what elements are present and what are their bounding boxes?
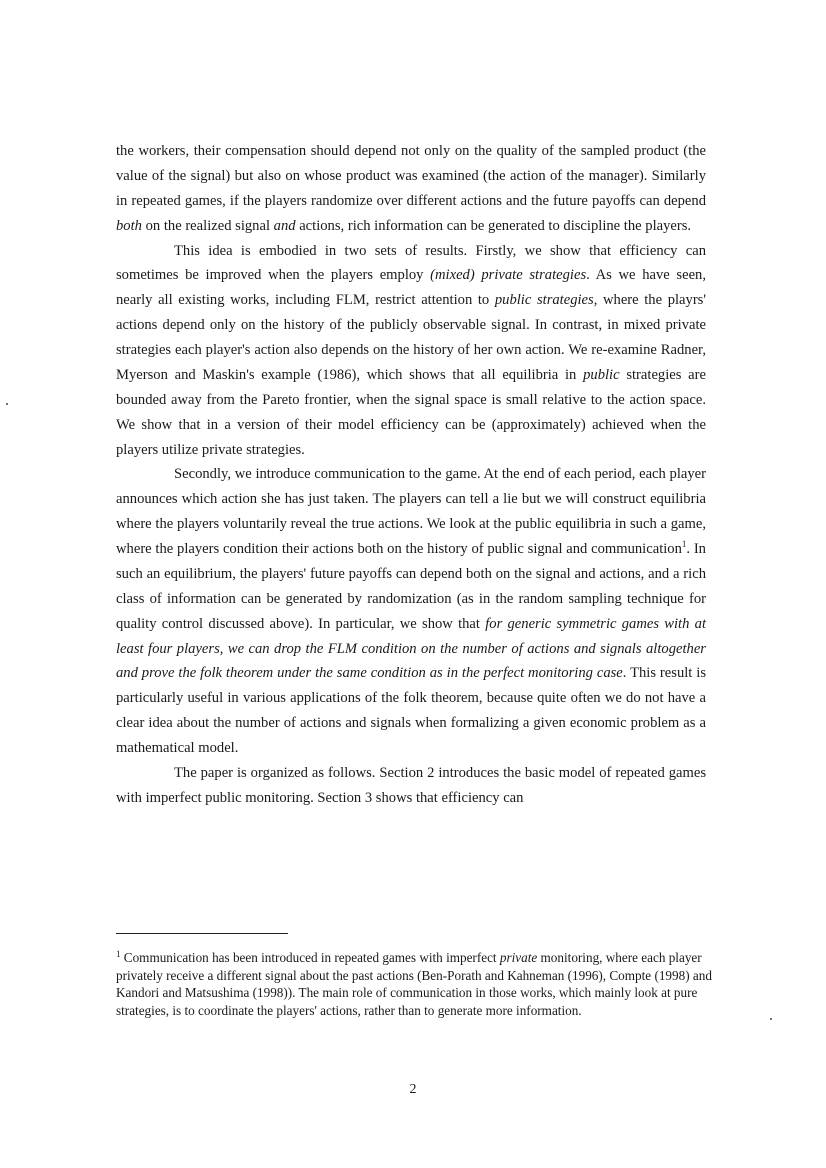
text-run: the workers, their compensation should depend not only on the quality of the sampled product (the value of the signal) but also on whose product was examined (the action of the manager). Similarly in repeated games, if the players randomize over different actions and the future payoffs can depend (116, 143, 706, 209)
paragraph (116, 139, 706, 239)
emphasis-text: public (583, 366, 620, 383)
emphasis-text: (mixed) private strategies (430, 267, 587, 284)
text-run: Communication has been introduced in repeated games with imperfect (120, 950, 500, 965)
footnote (116, 946, 716, 1019)
text-run: Secondly, we introduce communication to the game. At the end of each period, each player announces which action she has just taken. The players can tell a lie but we will construct equilibria where the players voluntarily reveal the true actions. We look at the public equilibria in such a game, where the players condition their actions both on the history of public signal and communication (116, 466, 706, 557)
text-run: . This result is particularly useful in various applications of the folk theorem, because quite often we do not have a clear idea about the number of actions and signals when formalizing a given economic problem as a mathematical model. (116, 665, 706, 756)
text-run: on the realized signal (141, 217, 274, 234)
emphasis-text: both (116, 217, 142, 234)
footnote-number: 1 (116, 949, 121, 959)
emphasis-text: public strategies (494, 292, 594, 309)
scan-speck (770, 1018, 772, 1020)
text-run: . As we have seen, nearly all existing works, including FLM, restrict attention to (116, 267, 706, 309)
footnote-reference: 1 (681, 539, 687, 549)
text-run: The paper is organized as follows. Section 2 introduces the basic model of repeated games with imperfect public monitoring. Section 3 shows that efficiency can (116, 764, 706, 806)
paragraph (116, 239, 706, 463)
body-text (116, 139, 706, 811)
text-run: actions, rich information can be generated to discipline the players. (295, 217, 692, 234)
paragraph (116, 462, 706, 761)
text-run: This idea is embodied in two sets of results. Firstly, we show that efficiency can sometimes be improved when the players employ (116, 242, 706, 284)
emphasis-text: private (499, 950, 538, 965)
paragraph (116, 761, 706, 811)
scan-speck (6, 403, 8, 405)
text-run: , where the playrs' actions depend only on the history of the publicly observable signal. In contrast, in mixed private strategies each player's action also depends on the history of her own action. We re-examine Radner, Myerson and Maskin's example (1986), which shows that all equilibria in (116, 292, 706, 383)
emphasis-text: for generic symmetric games with at least four players, we can drop the FLM condition on the number of actions and signals altogether and prove the folk theorem under the same condition as in the perfect monitoring case (116, 615, 706, 682)
emphasis-text: and (273, 217, 296, 234)
text-run: strategies are bounded away from the Pareto frontier, when the signal space is small relative to the action space. We show that in a version of their model efficiency can be (approximately) achieved when the players utilize private strategies. (116, 366, 706, 458)
text-run: . In such an equilibrium, the players' future payoffs can depend both on the signal and actions, and a rich class of information can be generated by randomization (as in the random sampling technique for quality control discussed above). In particular, we show that (116, 541, 706, 632)
text-run: monitoring, where each player privately receive a different signal about the past actions (Ben-Porath and Kahneman (1996), Compte (1998) and Kandori and Matsushima (1998)). The main role of communication in those works, which mainly look at pure strategies, is to coordinate the players' actions, rather than to generate more information. (116, 950, 712, 1018)
footnote-divider (116, 933, 288, 934)
page-number: 2 (409, 1082, 417, 1097)
